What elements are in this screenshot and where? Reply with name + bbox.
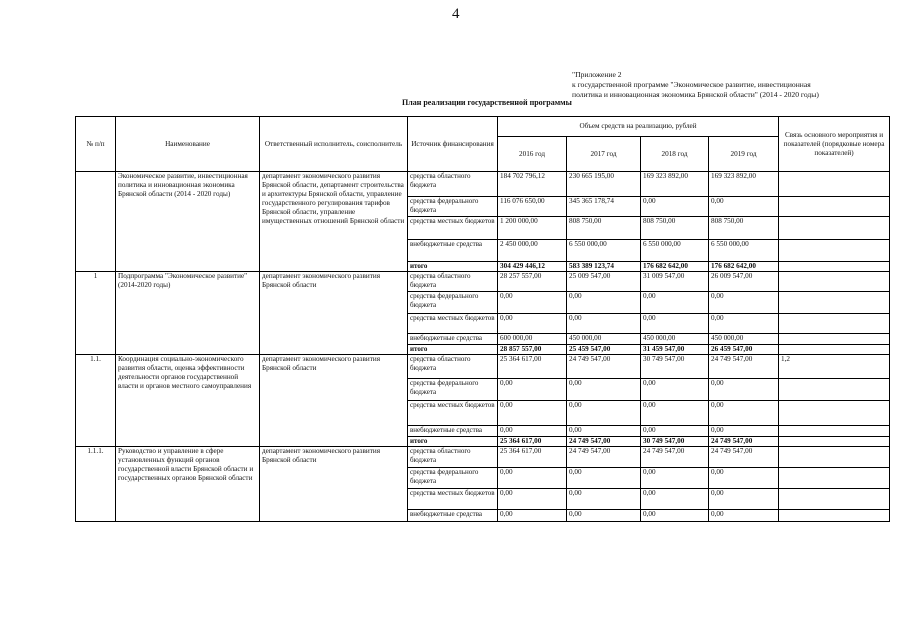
row-number: 1.1.1. [76,447,116,522]
funding-source: средства областного бюджета [408,172,498,197]
indicator-link [779,240,890,262]
plan-table-body [76,172,890,522]
amount-cell: 26 009 547,00 [709,272,779,292]
indicator-link [779,489,890,510]
indicator-link [779,217,890,240]
amount-cell: 176 682 642,00 [709,262,779,272]
amount-cell: 169 323 892,00 [641,172,709,197]
amount-cell: 0,00 [567,379,641,401]
funding-source: внебюджетные средства [408,426,498,437]
amount-cell: 24 749 547,00 [641,447,709,468]
indicator-link [779,197,890,217]
amount-cell: 583 389 123,74 [567,262,641,272]
amount-cell: 0,00 [641,401,709,426]
amount-cell: 26 459 547,00 [709,345,779,355]
amount-cell: 0,00 [498,401,567,426]
amount-cell: 600 000,00 [498,334,567,345]
header-volume: Объем средств на реализацию, рублей [498,117,779,137]
activity-name: Экономическое развитие, инвестиционная политика и инновационная экономика Брянской области (2014 - 2020 годы) [116,172,260,272]
indicator-link [779,334,890,345]
header-link: Связь основного мероприятия и показателей (порядковые номера показателей) [779,117,890,172]
amount-cell: 0,00 [567,468,641,489]
indicator-link [779,314,890,334]
amount-cell: 0,00 [709,426,779,437]
funding-source: средства местных бюджетов [408,217,498,240]
funding-source: средства местных бюджетов [408,489,498,510]
amount-cell: 25 364 617,00 [498,355,567,379]
activity-name: Координация социально-экономического развития области, оценка эффективности деятельности органов государственной власти и органов местного самоуправления [116,355,260,447]
amount-cell: 450 000,00 [641,334,709,345]
amount-cell: 808 750,00 [641,217,709,240]
funding-source: внебюджетные средства [408,334,498,345]
amount-cell: 6 550 000,00 [641,240,709,262]
amount-cell: 0,00 [641,379,709,401]
row-number [76,172,116,272]
funding-source: средства областного бюджета [408,355,498,379]
header-year: 2017 год [567,137,641,172]
activity-name: Подпрограмма "Экономическое развитие" (2014-2020 годы) [116,272,260,355]
responsible-executor: департамент экономического развития Брянской области [260,355,408,447]
amount-cell: 450 000,00 [709,334,779,345]
funding-source: средства местных бюджетов [408,401,498,426]
amount-cell: 28 257 557,00 [498,272,567,292]
appendix-line: к государственной программе "Экономическое развитие, инвестиционная [572,80,811,89]
amount-cell: 0,00 [498,379,567,401]
amount-cell: 0,00 [498,510,567,522]
header-year: 2018 год [641,137,709,172]
amount-cell: 1 200 000,00 [498,217,567,240]
amount-cell: 28 857 557,00 [498,345,567,355]
page-number: 4 [452,6,460,22]
header-year: 2019 год [709,137,779,172]
amount-cell: 116 076 650,00 [498,197,567,217]
amount-cell: 184 702 796,12 [498,172,567,197]
amount-cell: 30 749 547,00 [641,437,709,447]
amount-cell: 0,00 [498,292,567,314]
header-year: 2016 год [498,137,567,172]
indicator-link [779,172,890,197]
indicator-link: 1,2 [779,355,890,379]
amount-cell: 0,00 [641,314,709,334]
indicator-link [779,401,890,426]
indicator-link [779,426,890,437]
amount-cell: 0,00 [641,426,709,437]
amount-cell: 24 749 547,00 [709,355,779,379]
funding-source: итого [408,262,498,272]
amount-cell: 0,00 [709,510,779,522]
amount-cell: 0,00 [498,426,567,437]
funding-source: итого [408,437,498,447]
amount-cell: 0,00 [709,197,779,217]
amount-cell: 0,00 [498,489,567,510]
amount-cell: 24 749 547,00 [567,447,641,468]
amount-cell: 25 364 617,00 [498,447,567,468]
indicator-link [779,345,890,355]
document-title: План реализации государственной программы [402,98,572,107]
amount-cell: 0,00 [709,314,779,334]
responsible-executor: департамент экономического развития Брянской области [260,447,408,522]
amount-cell: 0,00 [709,292,779,314]
amount-cell: 0,00 [709,489,779,510]
indicator-link [779,379,890,401]
indicator-link [779,272,890,292]
amount-cell: 0,00 [641,292,709,314]
header-name: Наименование [116,117,260,172]
amount-cell: 345 365 178,74 [567,197,641,217]
table-row [76,172,890,197]
amount-cell: 0,00 [567,401,641,426]
amount-cell: 0,00 [709,468,779,489]
indicator-link [779,468,890,489]
funding-source: средства федерального бюджета [408,468,498,489]
responsible-executor: департамент экономического развития Брянской области, департамент строительства и архитектуры Брянской области, управление государственного регулирования тарифов Брянской области, управление имущественных отношений Брянской области [260,172,408,272]
responsible-executor: департамент экономического развития Брянской области [260,272,408,355]
amount-cell: 25 009 547,00 [567,272,641,292]
indicator-link [779,510,890,522]
funding-source: средства областного бюджета [408,272,498,292]
amount-cell: 2 450 000,00 [498,240,567,262]
indicator-link [779,292,890,314]
amount-cell: 0,00 [567,314,641,334]
header-source: Источник финансирования [408,117,498,172]
amount-cell: 24 749 547,00 [567,355,641,379]
amount-cell: 808 750,00 [709,217,779,240]
funding-source: внебюджетные средства [408,240,498,262]
amount-cell: 0,00 [498,468,567,489]
funding-source: средства федерального бюджета [408,292,498,314]
amount-cell: 0,00 [498,314,567,334]
amount-cell: 24 749 547,00 [567,437,641,447]
activity-name: Руководство и управление в сфере установленных функций органов государственной власти Брянской области и государственных органов Брянской области [116,447,260,522]
funding-source: средства федерального бюджета [408,197,498,217]
amount-cell: 24 749 547,00 [709,437,779,447]
amount-cell: 169 323 892,00 [709,172,779,197]
amount-cell: 31 009 547,00 [641,272,709,292]
appendix-line: "Приложение 2 [572,70,622,79]
amount-cell: 450 000,00 [567,334,641,345]
amount-cell: 0,00 [567,489,641,510]
amount-cell: 0,00 [641,197,709,217]
funding-source: итого [408,345,498,355]
amount-cell: 0,00 [567,292,641,314]
amount-cell: 25 459 547,00 [567,345,641,355]
amount-cell: 0,00 [709,379,779,401]
amount-cell: 0,00 [567,510,641,522]
amount-cell: 0,00 [709,401,779,426]
amount-cell: 0,00 [567,426,641,437]
appendix-note [572,70,892,100]
amount-cell: 24 749 547,00 [709,447,779,468]
table-row [76,447,890,468]
amount-cell: 0,00 [641,510,709,522]
funding-source: внебюджетные средства [408,510,498,522]
indicator-link [779,262,890,272]
appendix-line: политика и инновационная экономика Брянской области" (2014 - 2020 годы) [572,90,819,99]
amount-cell: 176 682 642,00 [641,262,709,272]
amount-cell: 808 750,00 [567,217,641,240]
amount-cell: 6 550 000,00 [567,240,641,262]
plan-table [75,116,890,522]
amount-cell: 31 459 547,00 [641,345,709,355]
amount-cell: 304 429 446,12 [498,262,567,272]
row-number: 1 [76,272,116,355]
row-number: 1.1. [76,355,116,447]
indicator-link [779,437,890,447]
funding-source: средства местных бюджетов [408,314,498,334]
amount-cell: 25 364 617,00 [498,437,567,447]
header-executor: Ответственный исполнитель, соисполнитель [260,117,408,172]
table-row [76,355,890,379]
funding-source: средства областного бюджета [408,447,498,468]
amount-cell: 6 550 000,00 [709,240,779,262]
amount-cell: 0,00 [641,489,709,510]
amount-cell: 30 749 547,00 [641,355,709,379]
amount-cell: 0,00 [641,468,709,489]
amount-cell: 230 665 195,00 [567,172,641,197]
table-row [76,272,890,292]
funding-source: средства федерального бюджета [408,379,498,401]
header-num: № п/п [76,117,116,172]
indicator-link [779,447,890,468]
